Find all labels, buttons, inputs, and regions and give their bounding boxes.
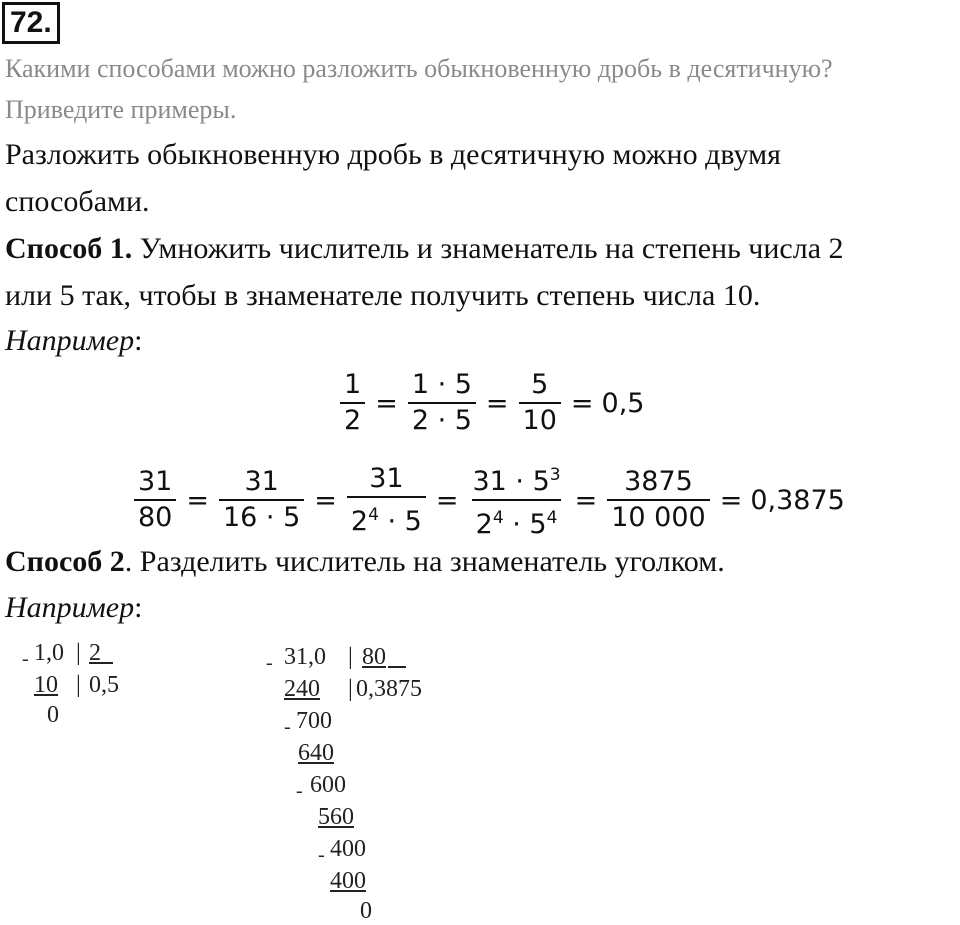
question-line-2: Приведите примеры. [5, 95, 237, 124]
numerator: 5 [531, 369, 549, 400]
minus-sign: - [22, 648, 29, 670]
denominator: 2 · 5 [408, 402, 476, 437]
numerator: $31 \cdot 5^3$ [472, 465, 561, 497]
step: 400 [330, 836, 366, 862]
step: 400 [330, 868, 366, 894]
equation-1 [338, 369, 644, 437]
divisor: 80 [362, 644, 386, 670]
equals-sign: = [574, 484, 598, 516]
remainder: 0 [360, 898, 372, 924]
fraction [347, 463, 426, 538]
numerator: 1 [344, 369, 362, 400]
division-bar: | [76, 640, 81, 666]
denominator: $2^4 \cdot 5^4$ [472, 499, 562, 541]
equals-sign: = [485, 387, 509, 419]
equals-sign: = [719, 484, 743, 516]
fraction [408, 369, 476, 437]
step: 600 [310, 772, 346, 798]
fraction [468, 459, 564, 541]
numerator: 31 [369, 462, 404, 494]
division-bar: | [348, 676, 353, 702]
subtrahend: 10 [34, 672, 58, 698]
fraction [340, 369, 365, 437]
numerator: 31 [244, 466, 279, 497]
equals-sign: = [435, 484, 459, 516]
denominator: 80 [134, 499, 176, 534]
denominator: $2^4 \cdot 5$ [347, 496, 426, 538]
denominator: 16 · 5 [219, 499, 304, 534]
answer-line-1: Разложить обыкновенную дробь в десятичную можно двумя [5, 138, 781, 171]
equals-sign: = [314, 484, 337, 516]
method-2-label: Способ 2 [5, 545, 125, 578]
minus-sign: - [266, 652, 273, 674]
step: 700 [296, 708, 332, 734]
method-2-text: . Разделить числитель на знаменатель уголком. [124, 545, 725, 578]
result: 0,5 [601, 387, 645, 419]
denominator: 10 [519, 402, 561, 437]
step: 640 [298, 740, 334, 766]
minus-sign: - [318, 844, 325, 866]
example-label-text: Например [5, 591, 135, 624]
example-label-text: Например [5, 324, 135, 357]
equals-sign: = [570, 387, 594, 419]
example-colon: : [134, 591, 143, 624]
example-colon: : [134, 324, 143, 357]
question-line-1: Какими способами можно разложить обыкновенную дробь в десятичную? [5, 54, 833, 83]
quotient: 0,3875 [356, 676, 422, 702]
method-1-line-2: или 5 так, чтобы в знаменателе получить степень числа 10. [5, 279, 761, 312]
step: 560 [318, 804, 354, 830]
divisor: 2 [89, 640, 101, 666]
minus-sign: - [284, 716, 291, 738]
method-1-text: Умножить числитель и знаменатель на степень числа 2 [132, 232, 844, 265]
division-bar: | [348, 644, 353, 670]
method-2-line [5, 545, 725, 579]
example-label-2 [5, 591, 142, 625]
equation-2 [132, 459, 845, 541]
numerator: 1 · 5 [411, 369, 472, 400]
example-label-1 [5, 324, 142, 358]
task-number: 72. [2, 2, 60, 44]
equals-sign: = [375, 387, 398, 419]
fraction [519, 369, 561, 437]
minus-sign: - [296, 780, 303, 802]
division-bar: | [76, 672, 81, 698]
long-division-2 [266, 644, 470, 924]
numerator: 3875 [624, 466, 693, 497]
answer-line-2: способами. [5, 185, 150, 218]
step: 240 [284, 676, 320, 702]
method-1-line [5, 232, 844, 266]
fraction [219, 466, 304, 534]
denominator: 2 [340, 402, 365, 437]
dividend: 1,0 [34, 640, 64, 666]
fraction [607, 466, 709, 534]
fraction [134, 466, 176, 534]
dividend: 31,0 [284, 644, 326, 670]
remainder: 0 [47, 702, 59, 728]
method-1-label: Способ 1. [5, 232, 133, 265]
denominator: 10 000 [607, 499, 709, 534]
result: 0,3875 [750, 484, 845, 516]
quotient: 0,5 [89, 672, 119, 698]
equals-sign: = [186, 484, 209, 516]
numerator: 31 [138, 466, 173, 497]
